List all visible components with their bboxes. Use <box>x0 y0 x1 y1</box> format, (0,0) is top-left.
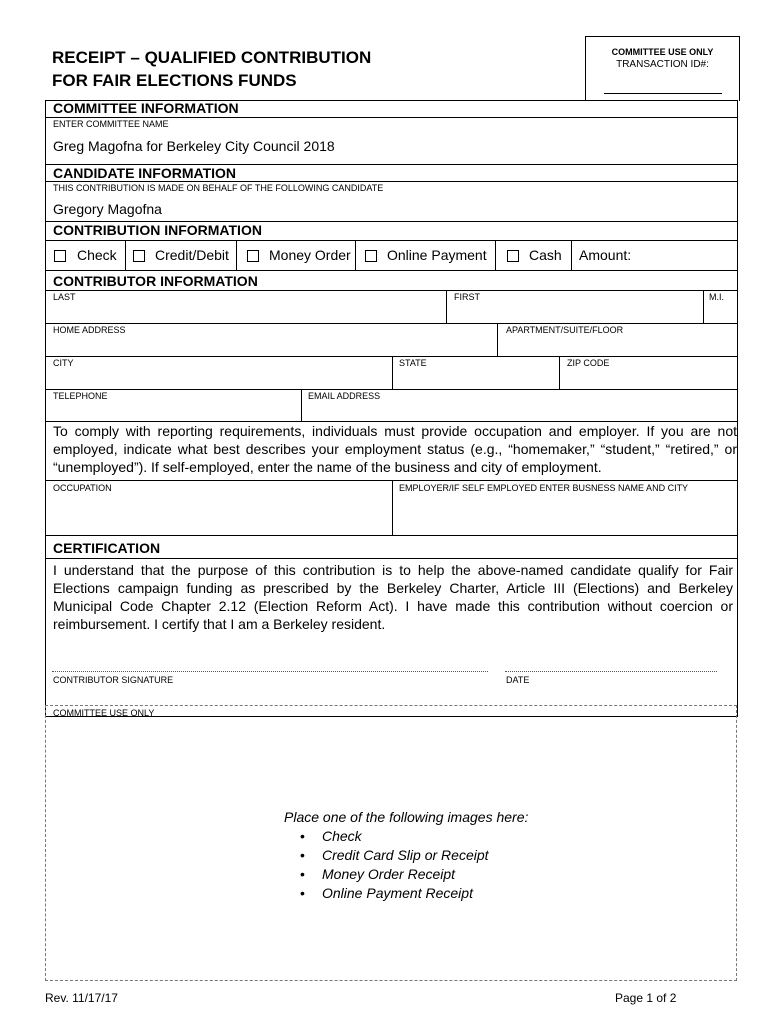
checkbox-icon <box>54 250 66 262</box>
checkbox-icon <box>365 250 377 262</box>
divider <box>495 240 496 270</box>
divider <box>446 290 447 323</box>
divider <box>45 117 738 118</box>
page-number: Page 1 of 2 <box>615 991 677 1005</box>
divider <box>559 356 560 389</box>
checkbox-credit-debit[interactable] <box>133 249 145 267</box>
committee-use-only-label: COMMITTEE USE ONLY <box>611 47 714 57</box>
divider <box>45 290 738 291</box>
divider <box>236 240 237 270</box>
last-name-label: LAST <box>53 292 76 302</box>
divider <box>45 240 738 241</box>
city-label: CITY <box>53 358 74 368</box>
divider <box>45 181 738 182</box>
amount-label: Amount: <box>579 247 632 263</box>
divider <box>301 389 302 421</box>
committee-name-field[interactable]: Greg Magofna for Berkeley City Council 2018 <box>53 138 335 154</box>
committee-heading: COMMITTEE INFORMATION <box>53 100 239 116</box>
transaction-id-label: TRANSACTION ID#: <box>616 59 709 70</box>
divider <box>45 535 738 536</box>
amount-field[interactable] <box>630 244 735 266</box>
signature-line[interactable] <box>52 671 488 672</box>
divider <box>392 356 393 389</box>
email-label: EMAIL ADDRESS <box>308 391 381 401</box>
option-credit-debit-label: Credit/Debit <box>155 247 229 263</box>
revision-text: Rev. 11/17/17 <box>45 991 118 1005</box>
date-label: DATE <box>506 675 530 685</box>
image-options-list <box>284 827 528 903</box>
zip-code-label: ZIP CODE <box>567 358 610 368</box>
certification-text: I understand that the purpose of this contribution is to help the above-named candidate qualify for Fair Elections campaign funding as prescribed by the Berkeley Charter, Article III (Elections) and Berkeley Municipal Code Chapter 2.12 (Election Reform Act). I have made this contribution without coercion or reimbursement. I certify that I am a Berkeley resident. <box>53 562 733 632</box>
contribution-heading: CONTRIBUTION INFORMATION <box>53 222 262 238</box>
list-item: • Online Payment Receipt <box>322 884 528 903</box>
title-line-1: RECEIPT – QUALIFIED CONTRIBUTION <box>52 48 372 67</box>
candidate-name-field[interactable]: Gregory Magofna <box>53 201 162 217</box>
divider <box>571 240 572 270</box>
option-check-label: Check <box>77 247 117 263</box>
checkbox-online-payment[interactable] <box>365 249 377 267</box>
transaction-id-field[interactable] <box>604 93 722 94</box>
image-instructions <box>284 808 528 903</box>
employer-label: EMPLOYER/IF SELF EMPLOYED ENTER BUSNESS NAME AND CITY <box>399 483 689 493</box>
committee-use-only-box <box>585 36 740 101</box>
candidate-heading: CANDIDATE INFORMATION <box>53 165 237 181</box>
state-label: STATE <box>399 358 427 368</box>
signature-label: CONTRIBUTOR SIGNATURE <box>53 675 174 685</box>
option-money-order-label: Money Order <box>269 247 351 263</box>
home-address-label: HOME ADDRESS <box>53 325 126 335</box>
divider <box>45 558 738 559</box>
instruction-text: Place one of the following images here: <box>284 809 529 825</box>
divider <box>45 389 738 390</box>
divider <box>45 323 738 324</box>
divider <box>355 240 356 270</box>
title-line-2: FOR FAIR ELECTIONS FUNDS <box>52 71 297 90</box>
checkbox-cash[interactable] <box>507 249 519 267</box>
divider <box>497 323 498 356</box>
list-item: • Credit Card Slip or Receipt <box>322 846 528 865</box>
middle-initial-label: M.I. <box>709 292 724 302</box>
checkbox-icon <box>247 250 259 262</box>
checkbox-money-order[interactable] <box>247 249 259 267</box>
form-title <box>52 46 371 92</box>
committee-use-label: COMMITTEE USE ONLY <box>53 708 155 718</box>
contributor-heading: CONTRIBUTOR INFORMATION <box>53 273 258 289</box>
employment-notice: To comply with reporting requirements, individuals must provide occupation and employer. If you are not employed, indicate what best describes your employment status (e.g., “homemaker,” “student,” “retired,” or “unemployed”). If self-employed, enter the name of the business and city of employment. <box>53 423 737 475</box>
checkbox-icon <box>133 250 145 262</box>
list-item: • Check <box>322 827 528 846</box>
checkbox-icon <box>507 250 519 262</box>
divider <box>703 290 704 323</box>
telephone-label: TELEPHONE <box>53 391 108 401</box>
first-name-label: FIRST <box>454 292 480 302</box>
certification-heading: CERTIFICATION <box>53 540 161 556</box>
checkbox-check[interactable] <box>54 249 66 267</box>
option-cash-label: Cash <box>529 247 562 263</box>
candidate-behalf-label: THIS CONTRIBUTION IS MADE ON BEHALF OF THE FOLLOWING CANDIDATE <box>53 183 384 193</box>
committee-name-label: ENTER COMMITTEE NAME <box>53 119 169 129</box>
apartment-label: APARTMENT/SUITE/FLOOR <box>506 325 624 335</box>
date-line[interactable] <box>505 671 717 672</box>
occupation-label: OCCUPATION <box>53 483 112 493</box>
divider <box>45 270 738 271</box>
list-item: • Money Order Receipt <box>322 865 528 884</box>
option-online-payment-label: Online Payment <box>387 247 487 263</box>
divider <box>125 240 126 270</box>
divider <box>392 480 393 535</box>
